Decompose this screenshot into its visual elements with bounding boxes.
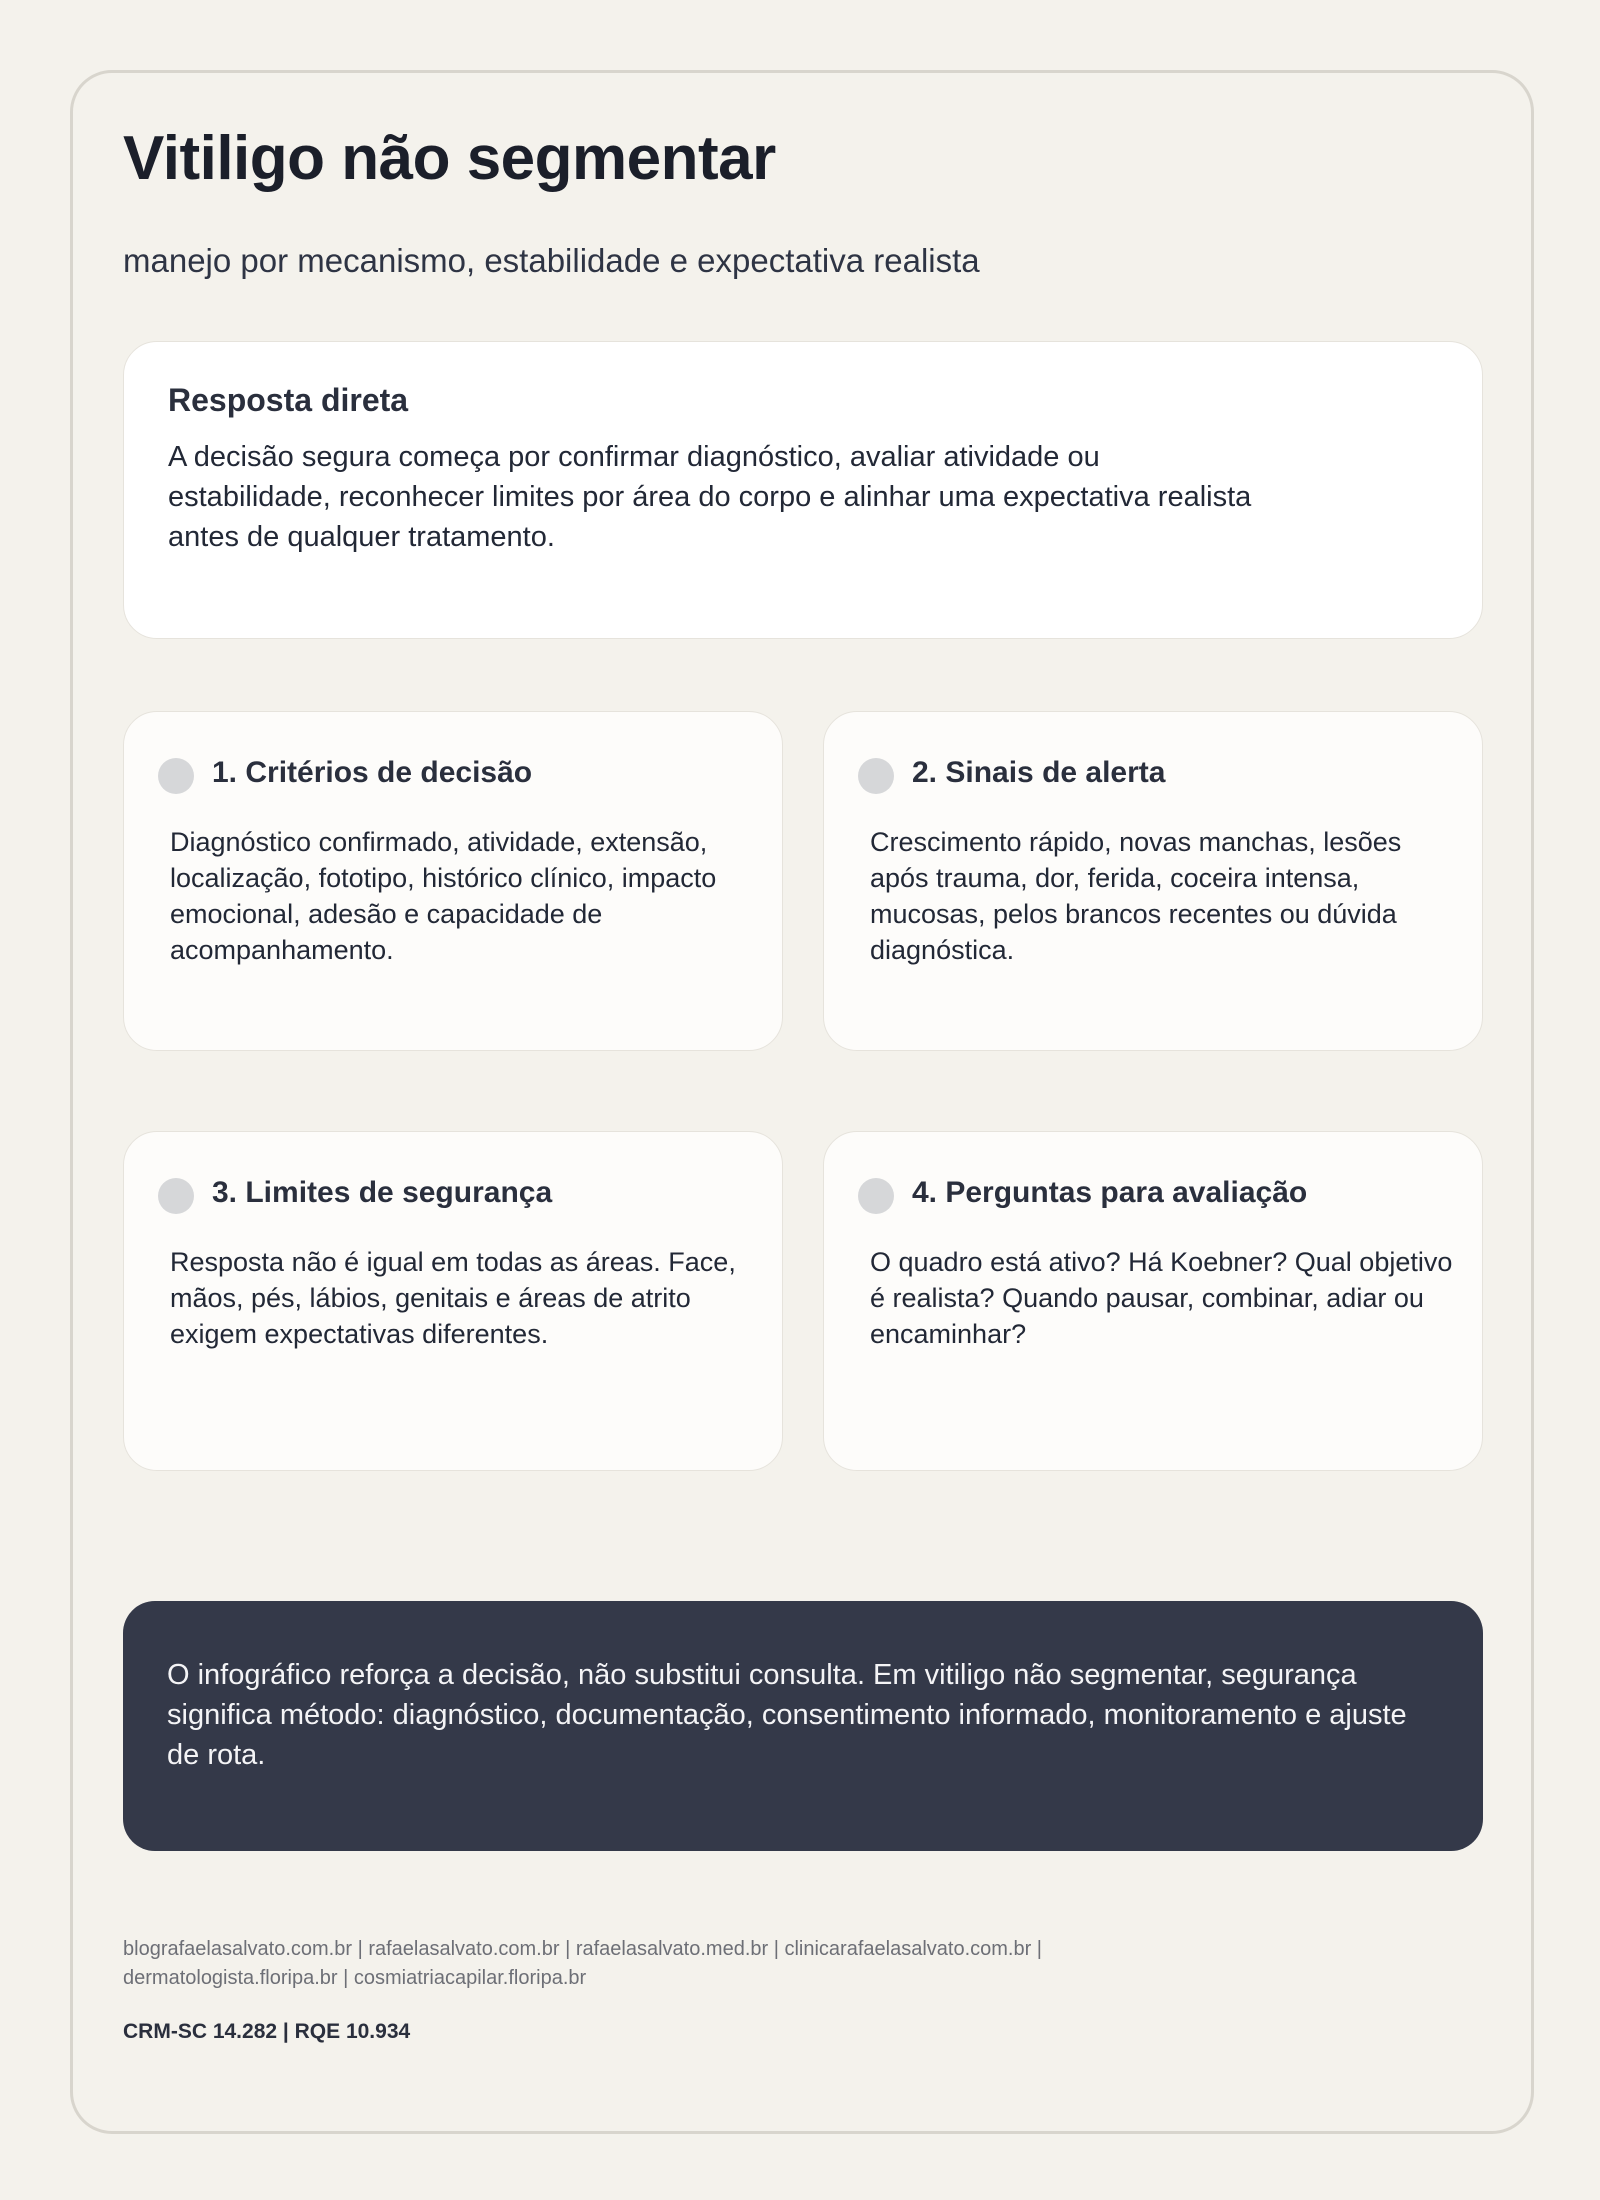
direct-answer-text: A decisão segura começa por confirmar diagnóstico, avaliar atividade ou estabilidade, reconhecer limites por área do corpo e alinhar uma expectativa realista antes de qualquer tratamento. [168,441,1252,553]
disclaimer-text: O infográfico reforça a decisão, não substitui consulta. Em vitiligo não segmentar, segurança significa método: diagnóstico, documentação, consentimento informado, monitoramento e ajuste de rota. [167,1659,1407,1771]
card-title: 2. Sinais de alerta [912,756,1166,789]
bullet-dot-icon [158,758,194,794]
bullet-dot-icon [858,758,894,794]
card-text: Crescimento rápido, novas manchas, lesões após trauma, dor, ferida, coceira intensa, mucosas, pelos brancos recentes ou dúvida diagnóstica. [870,827,1402,965]
infographic-sheet [70,70,1534,2134]
bullet-dot-icon [158,1178,194,1214]
card-evaluation-questions [823,1131,1483,1471]
card-text: Resposta não é igual em todas as áreas. Face, mãos, pés, lábios, genitais e áreas de atrito exigem expectativas diferentes. [170,1247,736,1349]
direct-answer-heading: Resposta direta [168,382,409,418]
bullet-dot-icon [858,1178,894,1214]
card-warning-signs [823,711,1483,1051]
card-decision-criteria [123,711,783,1051]
page-title: Vitiligo não segmentar [123,124,776,193]
card-title: 4. Perguntas para avaliação [912,1176,1308,1209]
card-title: 1. Critérios de decisão [212,756,533,789]
card-safety-limits [123,1131,783,1471]
page-subtitle: manejo por mecanismo, estabilidade e expectativa realista [123,242,980,279]
card-text: O quadro está ativo? Há Koebner? Qual objetivo é realista? Quando pausar, combinar, adiar ou encaminhar? [870,1247,1453,1349]
disclaimer-banner [123,1601,1483,1851]
card-title: 3. Limites de segurança [212,1176,553,1209]
footer-links: blografaelasalvato.com.br | rafaelasalvato.com.br | rafaelasalvato.med.br | clinicarafaelasalvato.com.br | dermatologista.floripa.br | cosmiatriacapilar.floripa.br [123,1938,1042,1989]
card-text: Diagnóstico confirmado, atividade, extensão, localização, fototipo, histórico clínico, impacto emocional, adesão e capacidade de acompanhamento. [170,827,717,965]
footer-credentials: CRM-SC 14.282 | RQE 10.934 [123,2020,411,2043]
direct-answer-card [123,341,1483,639]
